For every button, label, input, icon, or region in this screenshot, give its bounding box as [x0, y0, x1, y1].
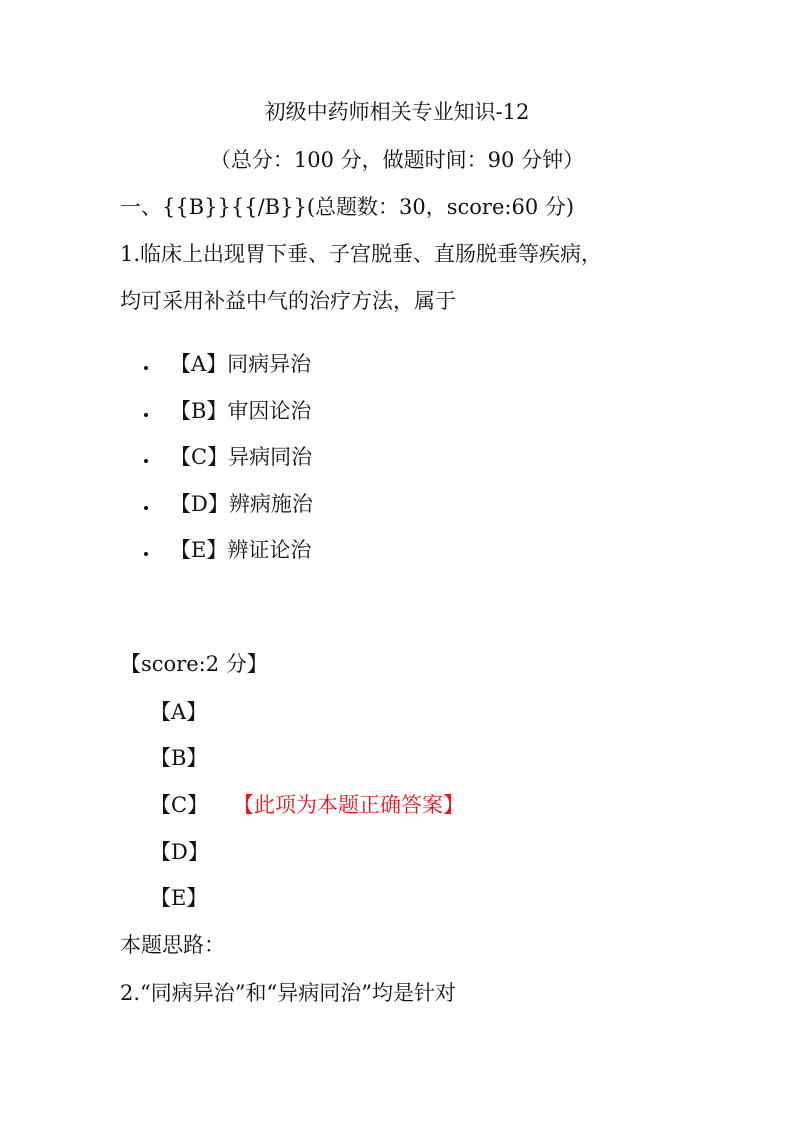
bullet-icon — [144, 459, 148, 463]
document-title: 初级中药师相关专业知识-12 — [264, 100, 530, 124]
answer-label-b: 【B】 — [150, 746, 208, 770]
option-b-text: 【B】审因论治 — [170, 398, 312, 423]
correct-answer-note: 【此项为本题正确答案】 — [233, 793, 464, 817]
bullet-icon — [144, 552, 148, 556]
option-a — [140, 348, 313, 395]
option-d — [140, 488, 313, 535]
explanation-label: 本题思路： — [120, 933, 225, 957]
option-a-text: 【A】同病异治 — [170, 352, 312, 376]
answer-label-e: 【E】 — [150, 886, 208, 910]
bullet-icon — [144, 366, 148, 370]
option-d-text: 【D】辨病施治 — [170, 491, 313, 516]
option-e — [140, 534, 313, 581]
question-2-stem-line-1: 2.“同病异治”和“异病同治”均是针对 — [120, 981, 456, 1005]
answer-label-a: 【A】 — [150, 700, 208, 724]
bullet-icon — [144, 413, 148, 417]
option-c — [140, 441, 313, 488]
question-1-stem-line-1: 1.临床上出现胃下垂、子宫脱垂、直肠脱垂等疾病， — [120, 242, 603, 266]
answer-label-d: 【D】 — [150, 840, 209, 864]
bullet-icon — [144, 506, 148, 510]
option-b — [140, 395, 313, 442]
document-subtitle: （总分：100 分，做题时间：90 分钟） — [209, 148, 585, 172]
question-1-score: 【score:2 分】 — [120, 652, 268, 676]
section-heading: 一、{{B}}{{/B}}(总题数：30，score:60 分) — [120, 195, 575, 219]
option-e-text: 【E】辨证论治 — [170, 538, 312, 562]
option-c-text: 【C】异病同治 — [170, 445, 313, 469]
question-1-options — [140, 348, 313, 581]
answer-label-c: 【C】 — [150, 793, 209, 817]
question-1-stem-line-2: 均可采用补益中气的治疗方法，属于 — [120, 289, 456, 313]
